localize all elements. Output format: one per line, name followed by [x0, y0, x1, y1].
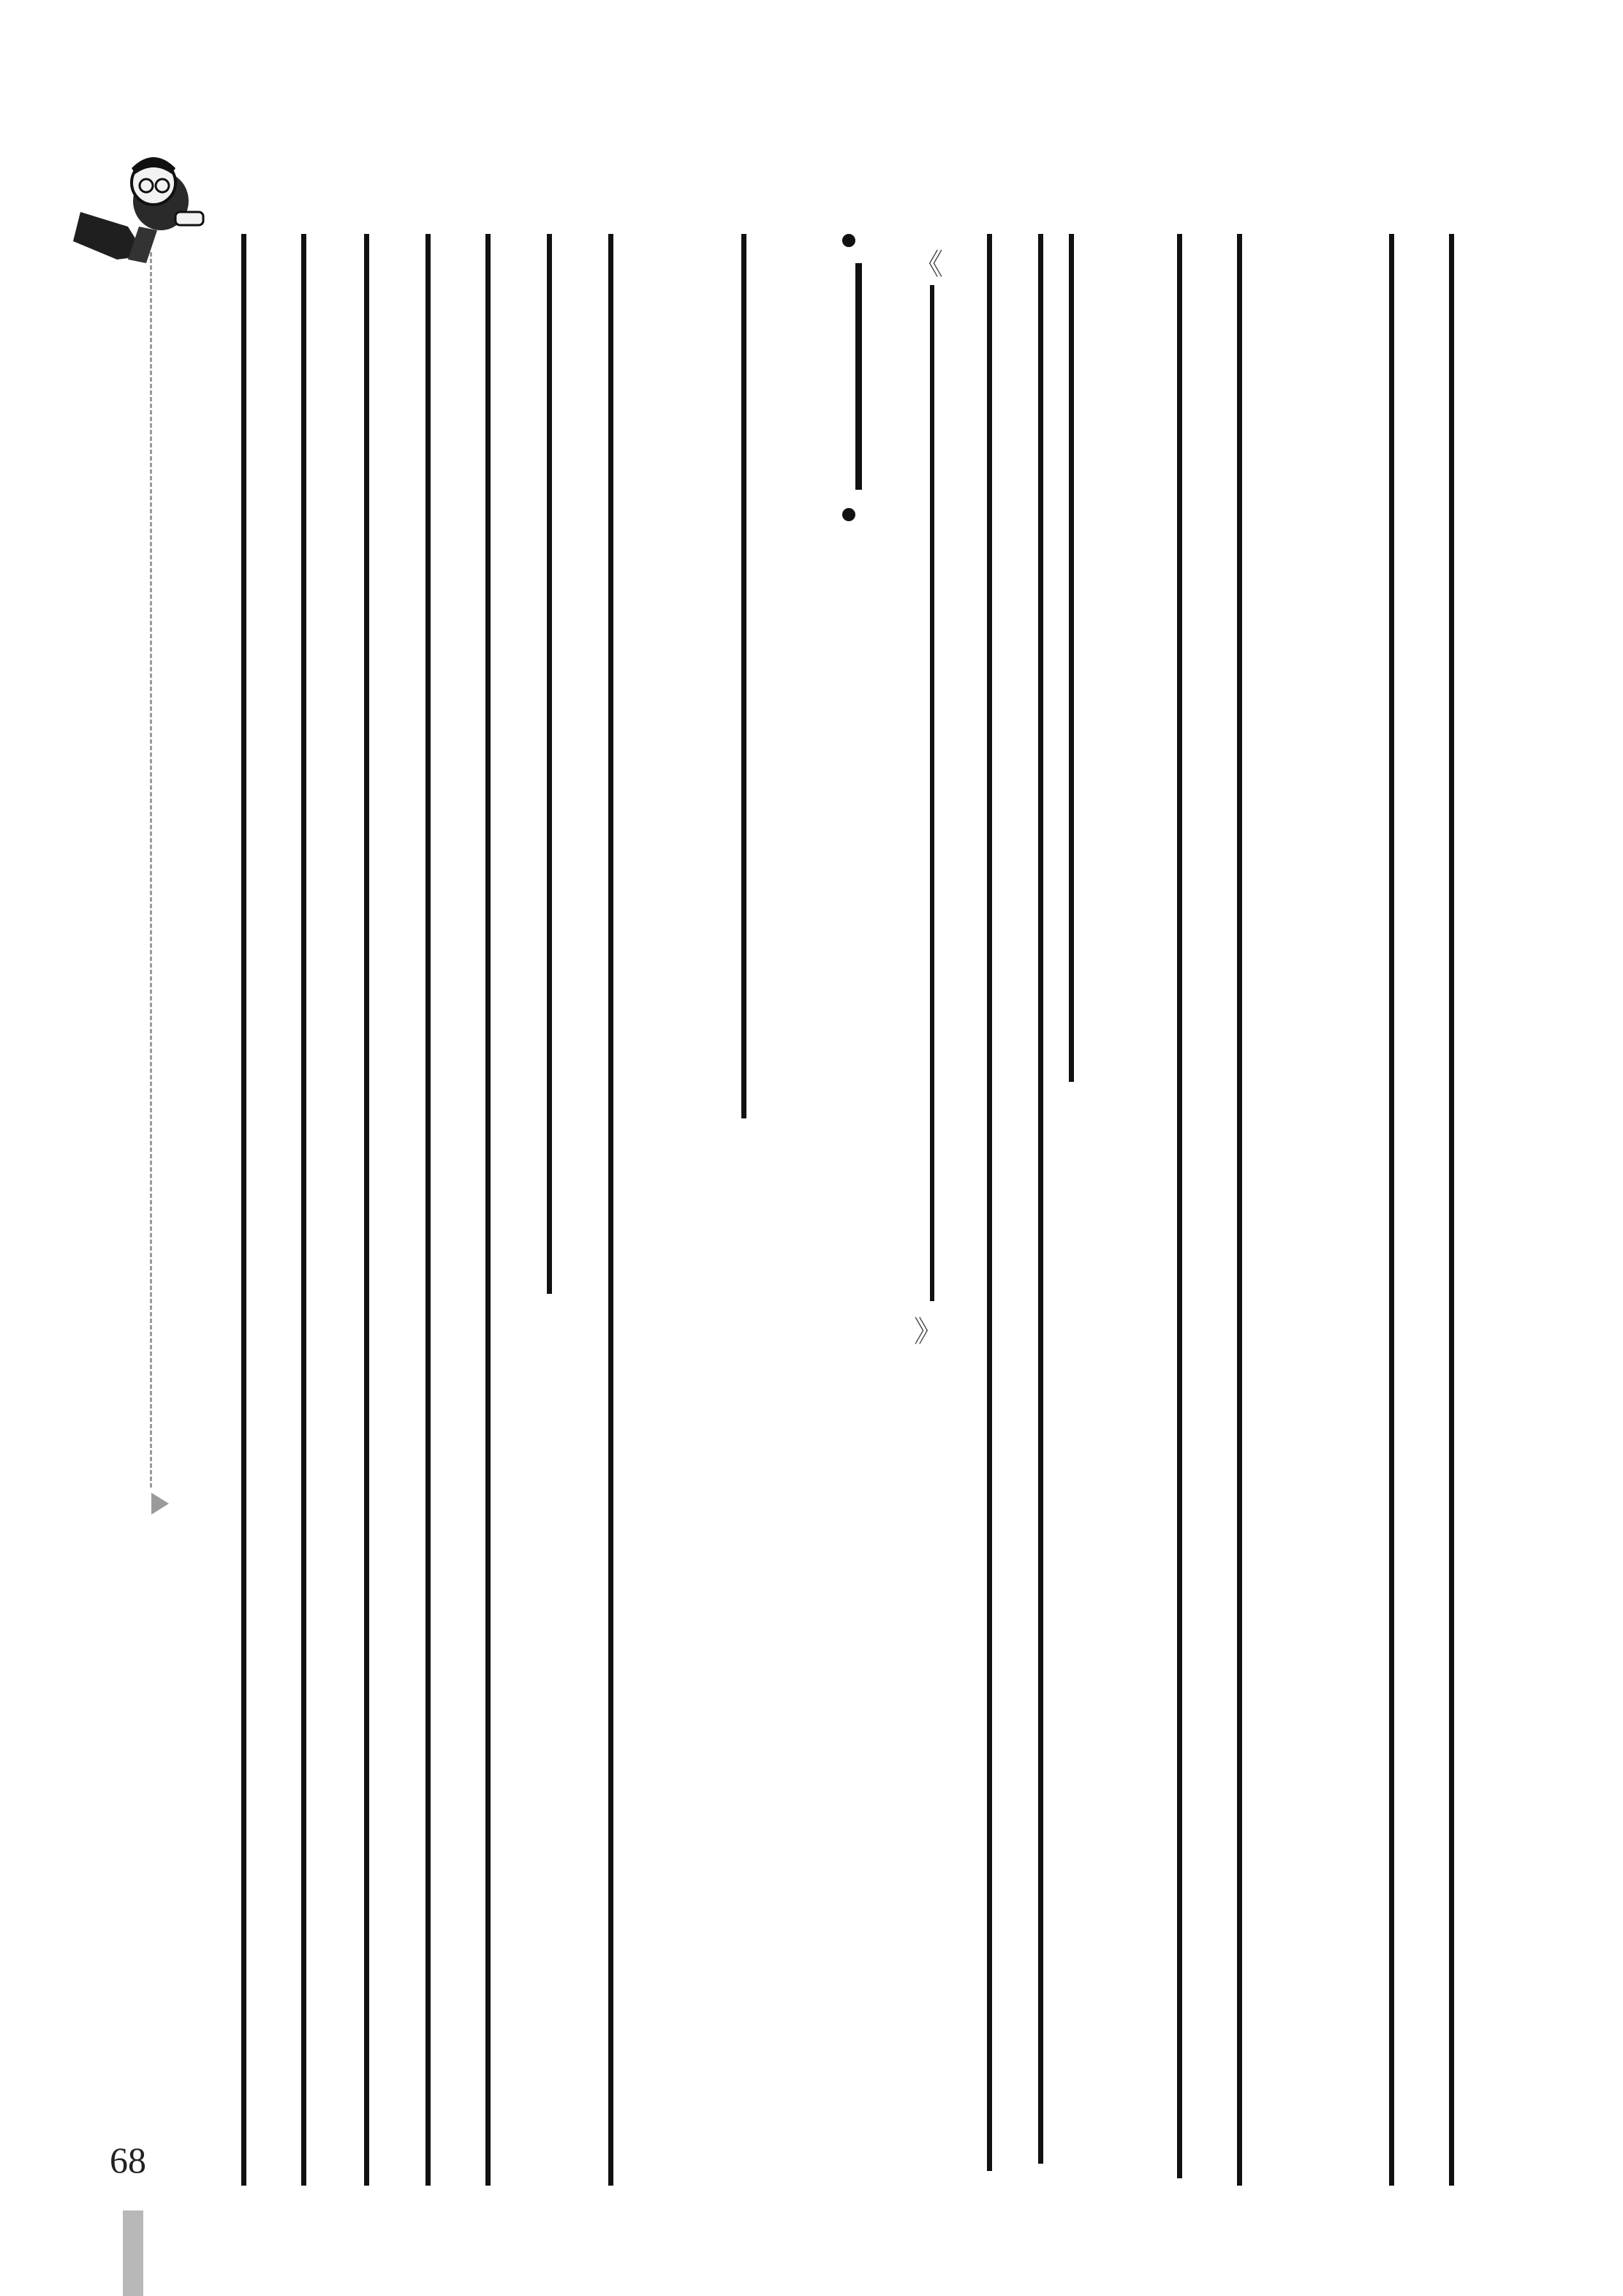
page-number: 68: [110, 2140, 146, 2181]
page-edge-tab: [123, 2210, 143, 2296]
script-glyph-lines: [0, 227, 1623, 2200]
quote-close-mark: 》: [914, 1315, 943, 1349]
quote-open-mark: 《: [914, 248, 943, 281]
